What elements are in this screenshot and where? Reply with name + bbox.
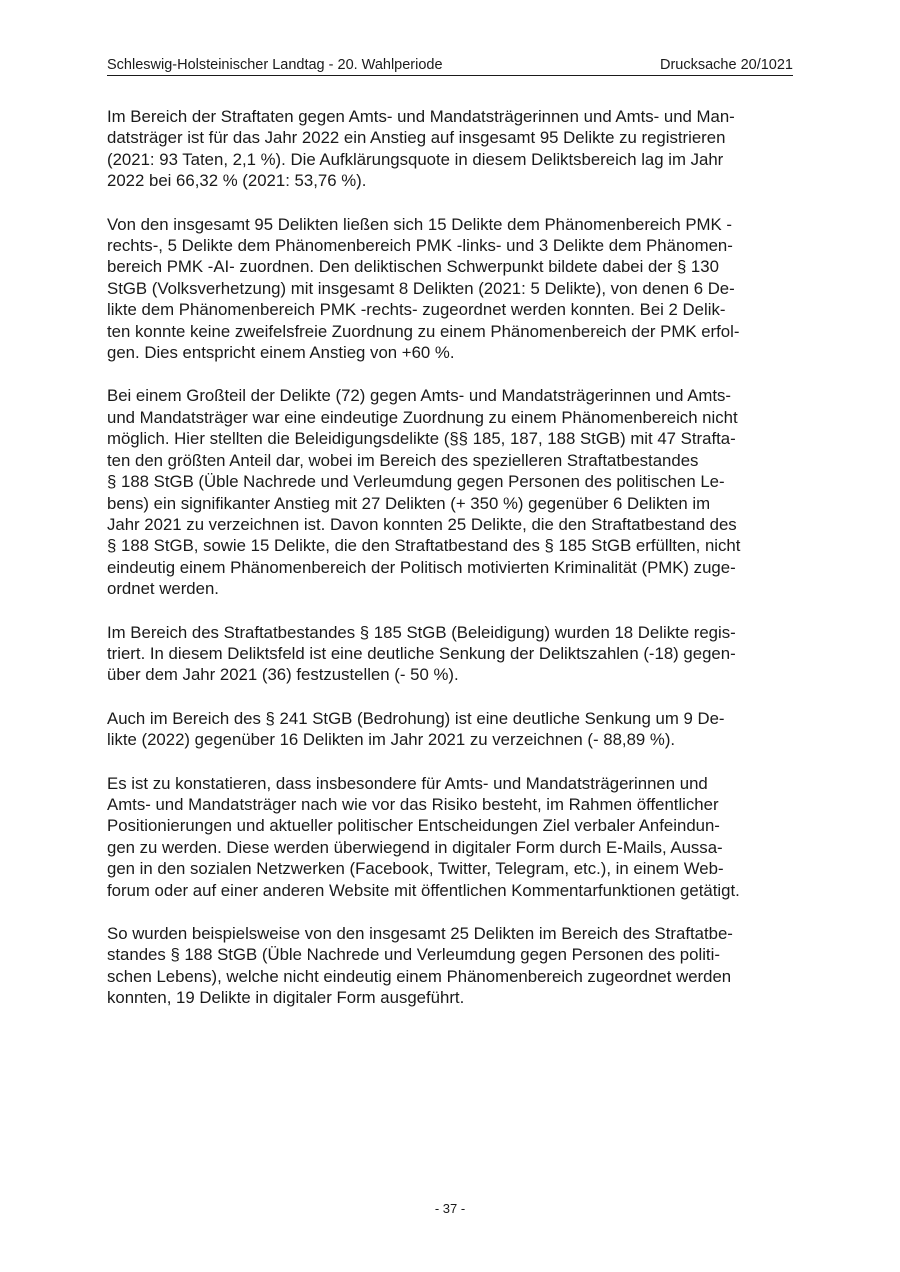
- text-line: Bei einem Großteil der Delikte (72) gegen Amts- und Mandatsträgerinnen und Amts-: [107, 386, 732, 406]
- text-line: und Mandatsträger war eine eindeutige Zuordnung zu einem Phänomenbereich nicht: [107, 407, 738, 427]
- text-line: über dem Jahr 2021 (36) festzustellen (- 50 %).: [107, 665, 459, 685]
- text-line: konnten, 19 Delikte in digitaler Form ausgeführt.: [107, 988, 465, 1008]
- text-line: standes § 188 StGB (Üble Nachrede und Verleumdung gegen Personen des politi-: [107, 945, 720, 965]
- text-line: gen. Dies entspricht einem Anstieg von +60 %.: [107, 343, 455, 363]
- paragraph-2: [107, 214, 793, 364]
- paragraph-7: [107, 923, 793, 1009]
- text-line: rechts-, 5 Delikte dem Phänomenbereich PMK -links- und 3 Delikte dem Phänomen-: [107, 236, 733, 256]
- document-number: Drucksache 20/1021: [660, 57, 793, 73]
- paragraph-1: [107, 106, 793, 192]
- text-line: StGB (Volksverhetzung) mit insgesamt 8 Delikten (2021: 5 Delikte), von denen 6 De-: [107, 278, 735, 298]
- text-line: ordnet werden.: [107, 579, 219, 599]
- text-line: möglich. Hier stellten die Beleidigungsdelikte (§§ 185, 187, 188 StGB) mit 47 Strafta-: [107, 429, 736, 449]
- paragraph-3: [107, 385, 793, 599]
- page-header: [107, 55, 793, 76]
- text-line: eindeutig einem Phänomenbereich der Politisch motivierten Kriminalität (PMK) zuge-: [107, 557, 736, 577]
- text-line: 2022 bei 66,32 % (2021: 53,76 %).: [107, 171, 367, 191]
- text-line: So wurden beispielsweise von den insgesamt 25 Delikten im Bereich des Straftatbe-: [107, 924, 733, 943]
- text-line: datsträger ist für das Jahr 2022 ein Anstieg auf insgesamt 95 Delikte zu registrieren: [107, 128, 726, 148]
- text-line: Im Bereich des Straftatbestandes § 185 StGB (Beleidigung) wurden 18 Delikte regis-: [107, 622, 736, 642]
- text-line: triert. In diesem Deliktsfeld ist eine deutliche Senkung der Deliktszahlen (-18) gegen-: [107, 643, 736, 663]
- text-line: Im Bereich der Straftaten gegen Amts- und Mandatsträgerinnen und Amts- und Man-: [107, 107, 735, 126]
- text-line: Auch im Bereich des § 241 StGB (Bedrohung) ist eine deutliche Senkung um 9 De-: [107, 708, 725, 728]
- text-line: Positionierungen und aktueller politischer Entscheidungen Ziel verbaler Anfeindun-: [107, 816, 720, 836]
- text-line: likte dem Phänomenbereich PMK -rechts- zugeordnet werden konnten. Bei 2 Delik-: [107, 300, 726, 320]
- text-line: (2021: 93 Taten, 2,1 %). Die Aufklärungsquote in diesem Deliktsbereich lag im Jahr: [107, 149, 724, 169]
- text-line: bens) ein signifikanter Anstieg mit 27 Delikten (+ 350 %) gegenüber 6 Delikten im: [107, 493, 711, 513]
- text-line: gen in den sozialen Netzwerken (Facebook, Twitter, Telegram, etc.), in einem Web-: [107, 859, 724, 879]
- page-number: - 37 -: [434, 1201, 466, 1216]
- text-line: Amts- und Mandatsträger nach wie vor das Risiko besteht, im Rahmen öffentlicher: [107, 794, 719, 814]
- paragraph-4: [107, 622, 793, 686]
- text-line: gen zu werden. Diese werden überwiegend in digitaler Form durch E-Mails, Aussa-: [107, 837, 723, 857]
- text-line: Es ist zu konstatieren, dass insbesondere für Amts- und Mandatsträgerinnen und: [107, 773, 708, 793]
- text-line: ten den größten Anteil dar, wobei im Bereich des spezielleren Straftatbestandes: [107, 450, 699, 470]
- text-line: likte (2022) gegenüber 16 Delikten im Jahr 2021 zu verzeichnen (- 88,89 %).: [107, 730, 676, 750]
- header-title: Schleswig-Holsteinischer Landtag - 20. Wahlperiode: [107, 57, 443, 73]
- text-line: bereich PMK -AI- zuordnen. Den deliktischen Schwerpunkt bildete dabei der § 130: [107, 257, 719, 277]
- paragraph-6: [107, 773, 793, 901]
- paragraph-5: [107, 708, 793, 751]
- text-line: § 188 StGB, sowie 15 Delikte, die den Straftatbestand des § 185 StGB erfüllten, nicht: [107, 536, 741, 556]
- text-line: ten konnte keine zweifelsfreie Zuordnung zu einem Phänomenbereich der PMK erfol-: [107, 321, 740, 341]
- text-line: forum oder auf einer anderen Website mit öffentlichen Kommentarfunktionen getätigt.: [107, 880, 740, 900]
- text-line: Von den insgesamt 95 Delikten ließen sich 15 Delikte dem Phänomenbereich PMK -: [107, 214, 732, 234]
- text-line: § 188 StGB (Üble Nachrede und Verleumdung gegen Personen des politischen Le-: [107, 472, 725, 492]
- text-line: schen Lebens), welche nicht eindeutig einem Phänomenbereich zugeordnet werden: [107, 966, 732, 986]
- text-line: Jahr 2021 zu verzeichnen ist. Davon konnten 25 Delikte, die den Straftatbestand des: [107, 514, 737, 534]
- document-body: [107, 106, 793, 1031]
